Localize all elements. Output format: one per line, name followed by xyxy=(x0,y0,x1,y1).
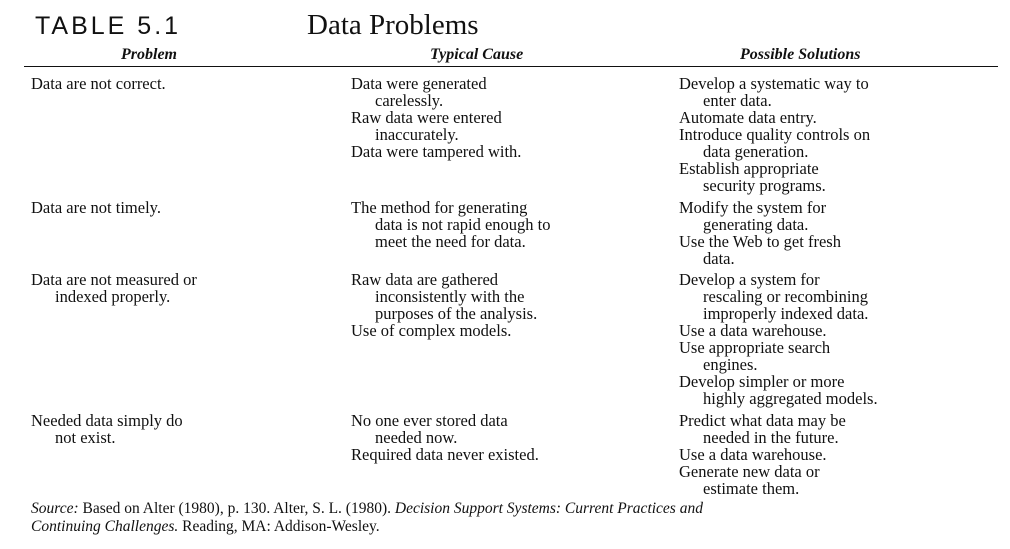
solutions-cell xyxy=(679,412,846,497)
solution-line: Automate data entry. xyxy=(679,108,817,127)
problem-line: Data are not timely. xyxy=(31,198,161,217)
header-rule xyxy=(24,66,998,67)
cause-line: Raw data were entered xyxy=(351,108,502,127)
cause-line: No one ever stored data xyxy=(351,411,508,430)
cause-cell xyxy=(351,75,521,160)
source-label: Source: xyxy=(31,500,79,517)
source-book-title: Decision Support Systems: Current Practices and xyxy=(394,500,703,517)
solution-line: estimate them. xyxy=(703,479,800,498)
cause-line: inaccurately. xyxy=(375,125,459,144)
column-header-problem: Problem xyxy=(121,46,177,63)
source-text: Based on Alter (1980), p. 130. Alter, S. L. (1980). xyxy=(78,500,395,517)
solution-line: Modify the system for xyxy=(679,198,827,217)
cause-line: Required data never existed. xyxy=(351,445,539,464)
solution-line: Predict what data may be xyxy=(679,411,846,430)
source-line-2 xyxy=(31,518,703,536)
solution-line: Establish appropriate xyxy=(679,159,819,178)
solution-line: security programs. xyxy=(703,176,826,195)
solution-line: engines. xyxy=(703,355,758,374)
solutions-cell xyxy=(679,271,878,407)
table-number: TABLE 5.1 xyxy=(35,12,182,40)
solution-line: Develop a system for xyxy=(679,270,820,289)
cause-cell xyxy=(351,199,551,250)
solution-line: improperly indexed data. xyxy=(703,304,869,323)
problem-cell xyxy=(31,271,197,305)
solution-line: needed in the future. xyxy=(703,428,839,447)
source-publisher: Reading, MA: Addison-Wesley. xyxy=(178,518,380,535)
column-header-solutions: Possible Solutions xyxy=(740,46,861,63)
solutions-cell xyxy=(679,75,870,194)
table-title: Data Problems xyxy=(307,9,479,41)
solution-line: Introduce quality controls on xyxy=(679,125,871,144)
solutions-cell xyxy=(679,199,841,267)
problem-cell xyxy=(31,412,183,446)
solution-line: Use appropriate search xyxy=(679,338,831,357)
problem-cell xyxy=(31,199,161,216)
cause-line: inconsistently with the xyxy=(375,287,525,306)
solution-line: rescaling or recombining xyxy=(703,287,868,306)
cause-line: Data were generated xyxy=(351,74,487,93)
cause-line: Use of complex models. xyxy=(351,321,512,340)
table-title-row xyxy=(35,8,479,42)
solution-line: generating data. xyxy=(703,215,809,234)
solution-line: Develop a systematic way to xyxy=(679,74,869,93)
cause-line: purposes of the analysis. xyxy=(375,304,538,323)
cause-line: needed now. xyxy=(375,428,458,447)
source-book-title-cont: Continuing Challenges. xyxy=(31,518,179,535)
solution-line: data. xyxy=(703,249,735,268)
solution-line: Develop simpler or more xyxy=(679,372,845,391)
solution-line: Use a data warehouse. xyxy=(679,321,827,340)
cause-line: The method for generating xyxy=(351,198,528,217)
cause-cell xyxy=(351,271,537,339)
solution-line: Use the Web to get fresh xyxy=(679,232,841,251)
problem-line: not exist. xyxy=(55,428,116,447)
cause-cell xyxy=(351,412,539,463)
solution-line: data generation. xyxy=(703,142,809,161)
cause-line: meet the need for data. xyxy=(375,232,526,251)
solution-line: Use a data warehouse. xyxy=(679,445,827,464)
problem-cell xyxy=(31,75,166,92)
solution-line: highly aggregated models. xyxy=(703,389,878,408)
cause-line: carelessly. xyxy=(375,91,444,110)
cause-line: data is not rapid enough to xyxy=(375,215,551,234)
problem-line: Needed data simply do xyxy=(31,411,183,430)
problem-line: Data are not correct. xyxy=(31,74,166,93)
problem-line: indexed properly. xyxy=(55,287,171,306)
cause-line: Data were tampered with. xyxy=(351,142,522,161)
solution-line: Generate new data or xyxy=(679,462,820,481)
problem-line: Data are not measured or xyxy=(31,270,197,289)
cause-line: Raw data are gathered xyxy=(351,270,499,289)
column-header-cause: Typical Cause xyxy=(430,46,524,63)
solution-line: enter data. xyxy=(703,91,772,110)
source-line-1 xyxy=(31,500,703,518)
source-note xyxy=(31,500,703,536)
